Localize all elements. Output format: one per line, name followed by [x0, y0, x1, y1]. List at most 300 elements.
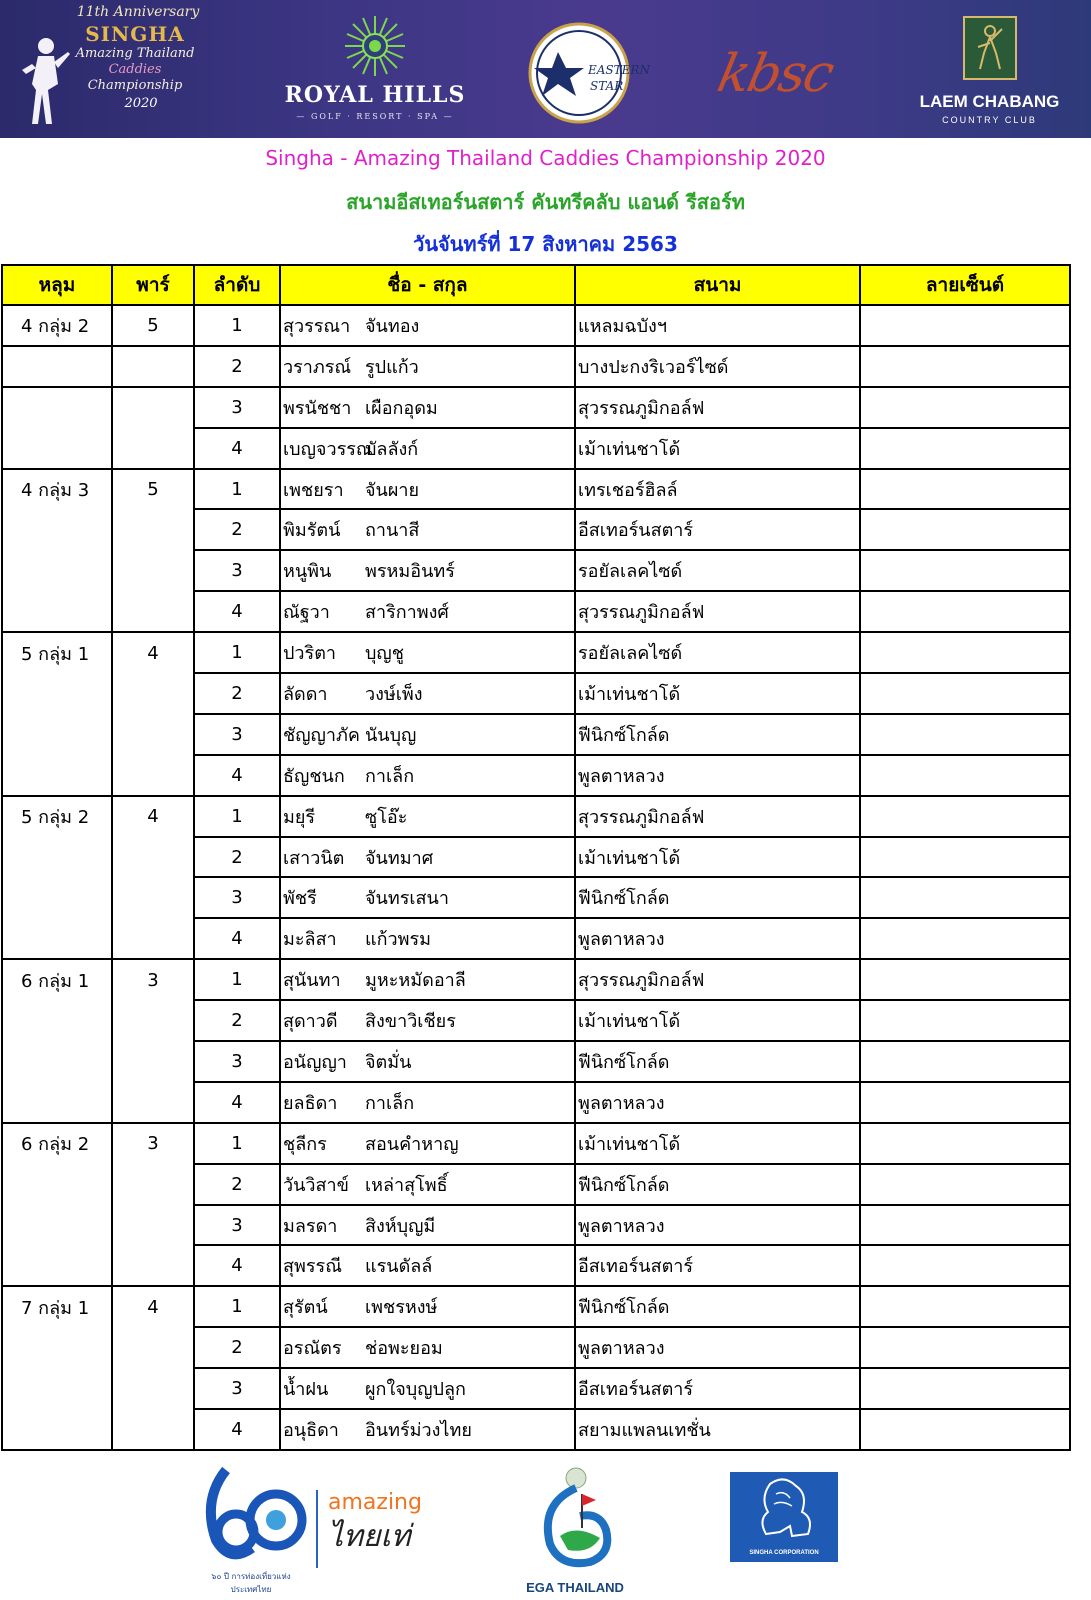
cell-name	[280, 305, 575, 346]
table-row	[2, 1409, 1070, 1450]
table-header-row	[2, 265, 1070, 305]
cell-course: เม้าเท่นชาโด้	[575, 673, 860, 714]
cell-course: ฟีนิกซ์โกล์ด	[575, 1041, 860, 1082]
table-row	[2, 714, 1070, 755]
ega-emblem-icon	[520, 1464, 630, 1576]
cell-name	[280, 387, 575, 428]
cell-signature[interactable]	[860, 305, 1070, 346]
last-name: บัลลังก์	[365, 438, 419, 460]
championship-text: Championship	[87, 78, 183, 93]
cell-name	[280, 1000, 575, 1041]
cell-course: สุวรรณภูมิกอล์ฟ	[575, 959, 860, 1000]
cell-course: อีสเทอร์นสตาร์	[575, 1245, 860, 1286]
cell-par	[112, 387, 194, 428]
cell-hole	[2, 1205, 112, 1246]
cell-par: 3	[112, 959, 194, 1000]
table-row	[2, 1082, 1070, 1123]
cell-order: 4	[194, 755, 280, 796]
cell-course: เม้าเท่นชาโด้	[575, 1123, 860, 1164]
cell-order: 1	[194, 796, 280, 837]
caddie-figure-icon	[18, 34, 70, 126]
cell-name	[280, 1041, 575, 1082]
cell-order: 1	[194, 632, 280, 673]
table-row	[2, 918, 1070, 959]
cell-name	[280, 1082, 575, 1123]
table-body	[2, 305, 1070, 1450]
first-name: สุพรรณี	[283, 1256, 342, 1278]
cell-signature[interactable]	[860, 1205, 1070, 1246]
cell-hole	[2, 1327, 112, 1368]
cell-hole	[2, 755, 112, 796]
first-name: ชุลีกร	[283, 1133, 327, 1155]
last-name: รูปแก้ว	[365, 356, 419, 378]
cell-par	[112, 673, 194, 714]
cell-par	[112, 1205, 194, 1246]
cell-par	[112, 1164, 194, 1205]
cell-order: 2	[194, 346, 280, 387]
ega-caption: EGA THAILAND	[526, 1580, 624, 1595]
table-row	[2, 1368, 1070, 1409]
first-name: มลรดา	[283, 1215, 338, 1237]
cell-order: 4	[194, 1409, 280, 1450]
cell-order: 2	[194, 1000, 280, 1041]
first-name: พัชรี	[283, 888, 317, 910]
last-name: เพชรหงษ์	[365, 1297, 438, 1319]
cell-course: แหลมฉบังฯ	[575, 305, 860, 346]
table-row	[2, 1205, 1070, 1246]
table-row	[2, 632, 1070, 673]
cell-name	[280, 1205, 575, 1246]
cell-hole	[2, 877, 112, 918]
last-name: เหล่าสุโพธิ์	[365, 1174, 448, 1196]
cell-par	[112, 1000, 194, 1041]
cell-name	[280, 1368, 575, 1409]
cell-hole	[2, 346, 112, 387]
cell-course: อีสเทอร์นสตาร์	[575, 509, 860, 550]
header-course: สนาม	[575, 265, 860, 305]
cell-name	[280, 1327, 575, 1368]
cell-order: 3	[194, 1041, 280, 1082]
tat-60-logo	[196, 1460, 306, 1594]
first-name: มะลิสา	[283, 929, 337, 951]
cell-signature[interactable]	[860, 755, 1070, 796]
last-name: ซูโอ๊ะ	[365, 806, 408, 828]
cell-par	[112, 428, 194, 469]
cell-course: ฟีนิกซ์โกล์ด	[575, 1286, 860, 1327]
tat-caption: ๖๐ ปี การท่องเที่ยวแห่งประเทศไทย	[211, 1572, 291, 1594]
last-name: แก้วพรม	[365, 929, 432, 951]
first-name: หนูพิน	[283, 561, 332, 583]
first-name: ธัญชนก	[283, 765, 345, 787]
last-name: สิงขาวิเชียร	[365, 1011, 456, 1033]
year-text: 2020	[124, 96, 158, 111]
cell-course: พูลตาหลวง	[575, 918, 860, 959]
cell-signature[interactable]	[860, 387, 1070, 428]
cell-par	[112, 1409, 194, 1450]
table-row	[2, 469, 1070, 510]
first-name: สุนันทา	[283, 970, 341, 992]
amazing-text: amazing	[328, 1490, 422, 1515]
cell-signature[interactable]	[860, 1000, 1070, 1041]
cell-par	[112, 346, 194, 387]
royal-hills-name: ROYAL HILLS	[284, 82, 466, 108]
eastern-star-emblem-icon	[528, 22, 650, 124]
table-row	[2, 959, 1070, 1000]
date-title: วันจันทร์ที่ 17 สิงหาคม 2563	[413, 232, 678, 256]
cell-course: บางปะกงริเวอร์ไซด์	[575, 346, 860, 387]
cell-hole	[2, 428, 112, 469]
header-signature: ลายเซ็นต์	[860, 265, 1070, 305]
cell-name	[280, 959, 575, 1000]
last-name: วงษ์เพ็ง	[365, 683, 423, 705]
first-name: อนัญญา	[283, 1051, 347, 1073]
first-name: ปวริตา	[283, 643, 336, 665]
cell-signature[interactable]	[860, 591, 1070, 632]
last-name: เผือกอุดม	[365, 397, 438, 419]
golfer-icon	[970, 23, 1010, 73]
cell-signature[interactable]	[860, 1409, 1070, 1450]
cell-hole	[2, 1082, 112, 1123]
singha-championship-logo	[8, 4, 208, 134]
table-row	[2, 673, 1070, 714]
cell-hole: 7 กลุ่ม 1	[2, 1286, 112, 1327]
table-row	[2, 1286, 1070, 1327]
cell-signature[interactable]	[860, 428, 1070, 469]
cell-order: 2	[194, 1327, 280, 1368]
header-banner	[0, 0, 1091, 138]
thai-tae-text: ไทยเท่	[328, 1519, 411, 1554]
cell-par: 3	[112, 1123, 194, 1164]
cell-hole	[2, 1409, 112, 1450]
last-name: จันทมาศ	[365, 847, 434, 869]
first-name: มยุรี	[283, 806, 316, 828]
last-name: จิตมั่น	[365, 1051, 412, 1073]
cell-course: พูลตาหลวง	[575, 1082, 860, 1123]
singha-corporation-logo	[730, 1472, 838, 1562]
cell-signature[interactable]	[860, 346, 1070, 387]
last-name: พรหมอินทร์	[365, 561, 455, 583]
header-order: ลำดับ	[194, 265, 280, 305]
first-name: เสาวนิต	[283, 847, 345, 869]
cell-course: อีสเทอร์นสตาร์	[575, 1368, 860, 1409]
table-row	[2, 837, 1070, 878]
first-name: ยลธิดา	[283, 1092, 338, 1114]
cell-order: 3	[194, 387, 280, 428]
cell-hole: 6 กลุ่ม 1	[2, 959, 112, 1000]
cell-par: 5	[112, 469, 194, 510]
royal-hills-burst-icon	[343, 14, 407, 78]
last-name: สอนคำหาญ	[365, 1133, 459, 1155]
cell-hole	[2, 509, 112, 550]
cell-hole	[2, 714, 112, 755]
last-name: จันผาย	[365, 479, 420, 501]
cell-signature[interactable]	[860, 550, 1070, 591]
cell-signature[interactable]	[860, 1286, 1070, 1327]
cell-name	[280, 632, 575, 673]
cell-order: 1	[194, 1286, 280, 1327]
cell-order: 4	[194, 1245, 280, 1286]
cell-signature[interactable]	[860, 1245, 1070, 1286]
first-name: เพชยรา	[283, 479, 344, 501]
cell-signature[interactable]	[860, 1041, 1070, 1082]
cell-par: 4	[112, 632, 194, 673]
cell-order: 3	[194, 550, 280, 591]
cell-hole	[2, 550, 112, 591]
cell-hole	[2, 1245, 112, 1286]
last-name: แรนดัลล์	[365, 1256, 433, 1278]
first-name: วราภรณ์	[283, 356, 352, 378]
cell-name	[280, 591, 575, 632]
cell-hole: 5 กลุ่ม 1	[2, 632, 112, 673]
last-name: กาเล็ก	[365, 765, 415, 787]
cell-course: เม้าเท่นชาโด้	[575, 428, 860, 469]
table-row	[2, 796, 1070, 837]
last-name: นันบุญ	[365, 724, 417, 746]
cell-hole	[2, 918, 112, 959]
table-row	[2, 550, 1070, 591]
cell-hole	[2, 591, 112, 632]
last-name: ถานาสี	[365, 520, 420, 542]
cell-par	[112, 1082, 194, 1123]
header-par: พาร์	[112, 265, 194, 305]
kbsc-text: kbsc	[712, 44, 838, 104]
first-name: ลัดดา	[283, 683, 328, 705]
cell-course: สุวรรณภูมิกอล์ฟ	[575, 387, 860, 428]
cell-par	[112, 591, 194, 632]
cell-order: 4	[194, 1082, 280, 1123]
table-row	[2, 509, 1070, 550]
table-row	[2, 755, 1070, 796]
last-name: ช่อพะยอม	[365, 1338, 443, 1360]
cell-order: 3	[194, 714, 280, 755]
cell-par: 5	[112, 305, 194, 346]
table-row	[2, 1245, 1070, 1286]
cell-name	[280, 1123, 575, 1164]
last-name: จันทอง	[365, 315, 420, 337]
caddies-text: Caddies	[108, 62, 162, 77]
table-row	[2, 1041, 1070, 1082]
first-name: อรณัตร	[283, 1338, 342, 1360]
cell-hole	[2, 1164, 112, 1205]
cell-name	[280, 1286, 575, 1327]
cell-hole	[2, 673, 112, 714]
cell-signature[interactable]	[860, 469, 1070, 510]
cell-name	[280, 877, 575, 918]
first-name: สุดาวดี	[283, 1011, 338, 1033]
last-name: อินทร์ม่วงไทย	[365, 1419, 472, 1441]
singha-brand-text: SINGHA	[85, 22, 185, 46]
cell-hole: 4 กลุ่ม 3	[2, 469, 112, 510]
cell-name	[280, 1245, 575, 1286]
laem-chabang-logo	[912, 16, 1067, 132]
last-name: จันทรเสนา	[365, 888, 449, 910]
cell-par	[112, 509, 194, 550]
cell-par	[112, 1041, 194, 1082]
cell-par	[112, 1245, 194, 1286]
amazing-thailand-text: Amazing Thailand	[75, 46, 195, 61]
cell-order: 2	[194, 509, 280, 550]
cell-course: พูลตาหลวง	[575, 1205, 860, 1246]
table-row	[2, 1327, 1070, 1368]
cell-order: 2	[194, 673, 280, 714]
eastern-star-logo	[528, 22, 650, 124]
tat-60-emblem-icon	[196, 1460, 306, 1570]
cell-order: 1	[194, 1123, 280, 1164]
header-hole: หลุม	[2, 265, 112, 305]
cell-course: สุวรรณภูมิกอล์ฟ	[575, 591, 860, 632]
cell-course: ฟีนิกซ์โกล์ด	[575, 714, 860, 755]
first-name: น้ำฝน	[283, 1379, 329, 1401]
first-name: อนุธิดา	[283, 1419, 339, 1441]
cell-name	[280, 469, 575, 510]
cell-order: 4	[194, 428, 280, 469]
eastern-text: EASTERN	[588, 63, 650, 77]
cell-signature[interactable]	[860, 1082, 1070, 1123]
cell-order: 1	[194, 959, 280, 1000]
cell-course: พูลตาหลวง	[575, 755, 860, 796]
pairing-table	[1, 264, 1071, 1451]
cell-hole	[2, 1000, 112, 1041]
cell-order: 3	[194, 1368, 280, 1409]
table-row	[2, 346, 1070, 387]
anniversary-text: 11th Anniversary	[76, 4, 200, 20]
cell-name	[280, 673, 575, 714]
cell-signature[interactable]	[860, 959, 1070, 1000]
table-row	[2, 387, 1070, 428]
cell-order: 3	[194, 1205, 280, 1246]
first-name: สุวรรณา	[283, 315, 351, 337]
cell-name	[280, 796, 575, 837]
first-name: วันวิสาข์	[283, 1174, 349, 1196]
first-name: สุรัตน์	[283, 1297, 328, 1319]
royal-hills-logo	[280, 14, 470, 130]
cell-course: สยามแพลนเทชั่น	[575, 1409, 860, 1450]
cell-par: 4	[112, 796, 194, 837]
cell-par	[112, 837, 194, 878]
amazing-thailand-logo	[328, 1490, 458, 1570]
cell-signature[interactable]	[860, 1164, 1070, 1205]
cell-course: พูลตาหลวง	[575, 1327, 860, 1368]
cell-name	[280, 428, 575, 469]
singha-corp-caption: SINGHA CORPORATION	[749, 1550, 819, 1556]
cell-course: ฟีนิกซ์โกล์ด	[575, 1164, 860, 1205]
cell-name	[280, 550, 575, 591]
cell-order: 2	[194, 837, 280, 878]
cell-signature[interactable]	[860, 1327, 1070, 1368]
star-text: STAR	[590, 79, 624, 93]
cell-course: รอยัลเลคไซด์	[575, 550, 860, 591]
cell-par	[112, 877, 194, 918]
kbsc-logo	[680, 44, 870, 104]
cell-signature[interactable]	[860, 714, 1070, 755]
cell-hole: 5 กลุ่ม 2	[2, 796, 112, 837]
cell-order: 1	[194, 305, 280, 346]
last-name: ผูกใจบุญปลูก	[365, 1379, 466, 1401]
cell-signature[interactable]	[860, 918, 1070, 959]
cell-par	[112, 755, 194, 796]
first-name: ณัฐวา	[283, 602, 330, 624]
cell-order: 4	[194, 591, 280, 632]
cell-hole: 4 กลุ่ม 2	[2, 305, 112, 346]
first-name: ชัญญาภัค	[283, 724, 360, 746]
cell-name	[280, 918, 575, 959]
cell-course: ฟีนิกซ์โกล์ด	[575, 877, 860, 918]
cell-order: 2	[194, 1164, 280, 1205]
cell-signature[interactable]	[860, 509, 1070, 550]
cell-order: 3	[194, 877, 280, 918]
cell-order: 4	[194, 918, 280, 959]
first-name: พิมรัตน์	[283, 520, 341, 542]
table-row	[2, 1123, 1070, 1164]
cell-name	[280, 837, 575, 878]
cell-par	[112, 550, 194, 591]
table-row	[2, 1000, 1070, 1041]
table-row	[2, 591, 1070, 632]
cell-name	[280, 346, 575, 387]
table-row	[2, 877, 1070, 918]
cell-signature[interactable]	[860, 837, 1070, 878]
cell-hole	[2, 1041, 112, 1082]
last-name: กาเล็ก	[365, 1092, 415, 1114]
cell-par	[112, 1368, 194, 1409]
cell-course: เม้าเท่นชาโด้	[575, 1000, 860, 1041]
cell-hole	[2, 387, 112, 428]
cell-course: สุวรรณภูมิกอล์ฟ	[575, 796, 860, 837]
cell-signature[interactable]	[860, 796, 1070, 837]
cell-course: เม้าเท่นชาโด้	[575, 837, 860, 878]
cell-course: รอยัลเลคไซด์	[575, 632, 860, 673]
cell-signature[interactable]	[860, 1123, 1070, 1164]
cell-par	[112, 918, 194, 959]
cell-name	[280, 1409, 575, 1450]
cell-hole: 6 กลุ่ม 2	[2, 1123, 112, 1164]
cell-name	[280, 1164, 575, 1205]
table-row	[2, 1164, 1070, 1205]
cell-signature[interactable]	[860, 632, 1070, 673]
laem-chabang-emblem	[963, 16, 1017, 80]
header-name: ชื่อ - สกุล	[280, 265, 575, 305]
table-row	[2, 428, 1070, 469]
first-name: พรนัชชา	[283, 397, 352, 419]
singha-lion-icon	[730, 1472, 838, 1552]
cell-par: 4	[112, 1286, 194, 1327]
ega-thailand-logo	[520, 1464, 630, 1594]
cell-hole	[2, 837, 112, 878]
sponsor-footer	[0, 1454, 1091, 1600]
cell-par	[112, 1327, 194, 1368]
laem-chabang-name: LAEM CHABANG	[919, 92, 1060, 111]
last-name: บุญชู	[365, 643, 404, 665]
last-name: สิงห์บุญมี	[365, 1215, 436, 1237]
cell-course: เทรเชอร์ฮิลล์	[575, 469, 860, 510]
cell-signature[interactable]	[860, 673, 1070, 714]
cell-name	[280, 509, 575, 550]
cell-par	[112, 714, 194, 755]
last-name: มูหะหมัดอาลี	[365, 970, 466, 992]
cell-signature[interactable]	[860, 877, 1070, 918]
venue-title: สนามอีสเทอร์นสตาร์ คันทรีคลับ แอนด์ รีสอร์ท	[346, 190, 745, 214]
cell-hole	[2, 1368, 112, 1409]
cell-name	[280, 714, 575, 755]
cell-name	[280, 755, 575, 796]
footer-divider	[316, 1490, 318, 1568]
royal-hills-sub: — GOLF · RESORT · SPA —	[296, 112, 454, 121]
cell-signature[interactable]	[860, 1368, 1070, 1409]
event-title: Singha - Amazing Thailand Caddies Championship 2020	[265, 146, 826, 170]
table-row	[2, 305, 1070, 346]
last-name: สาริกาพงศ์	[365, 602, 449, 624]
laem-chabang-sub: COUNTRY CLUB	[942, 115, 1037, 125]
